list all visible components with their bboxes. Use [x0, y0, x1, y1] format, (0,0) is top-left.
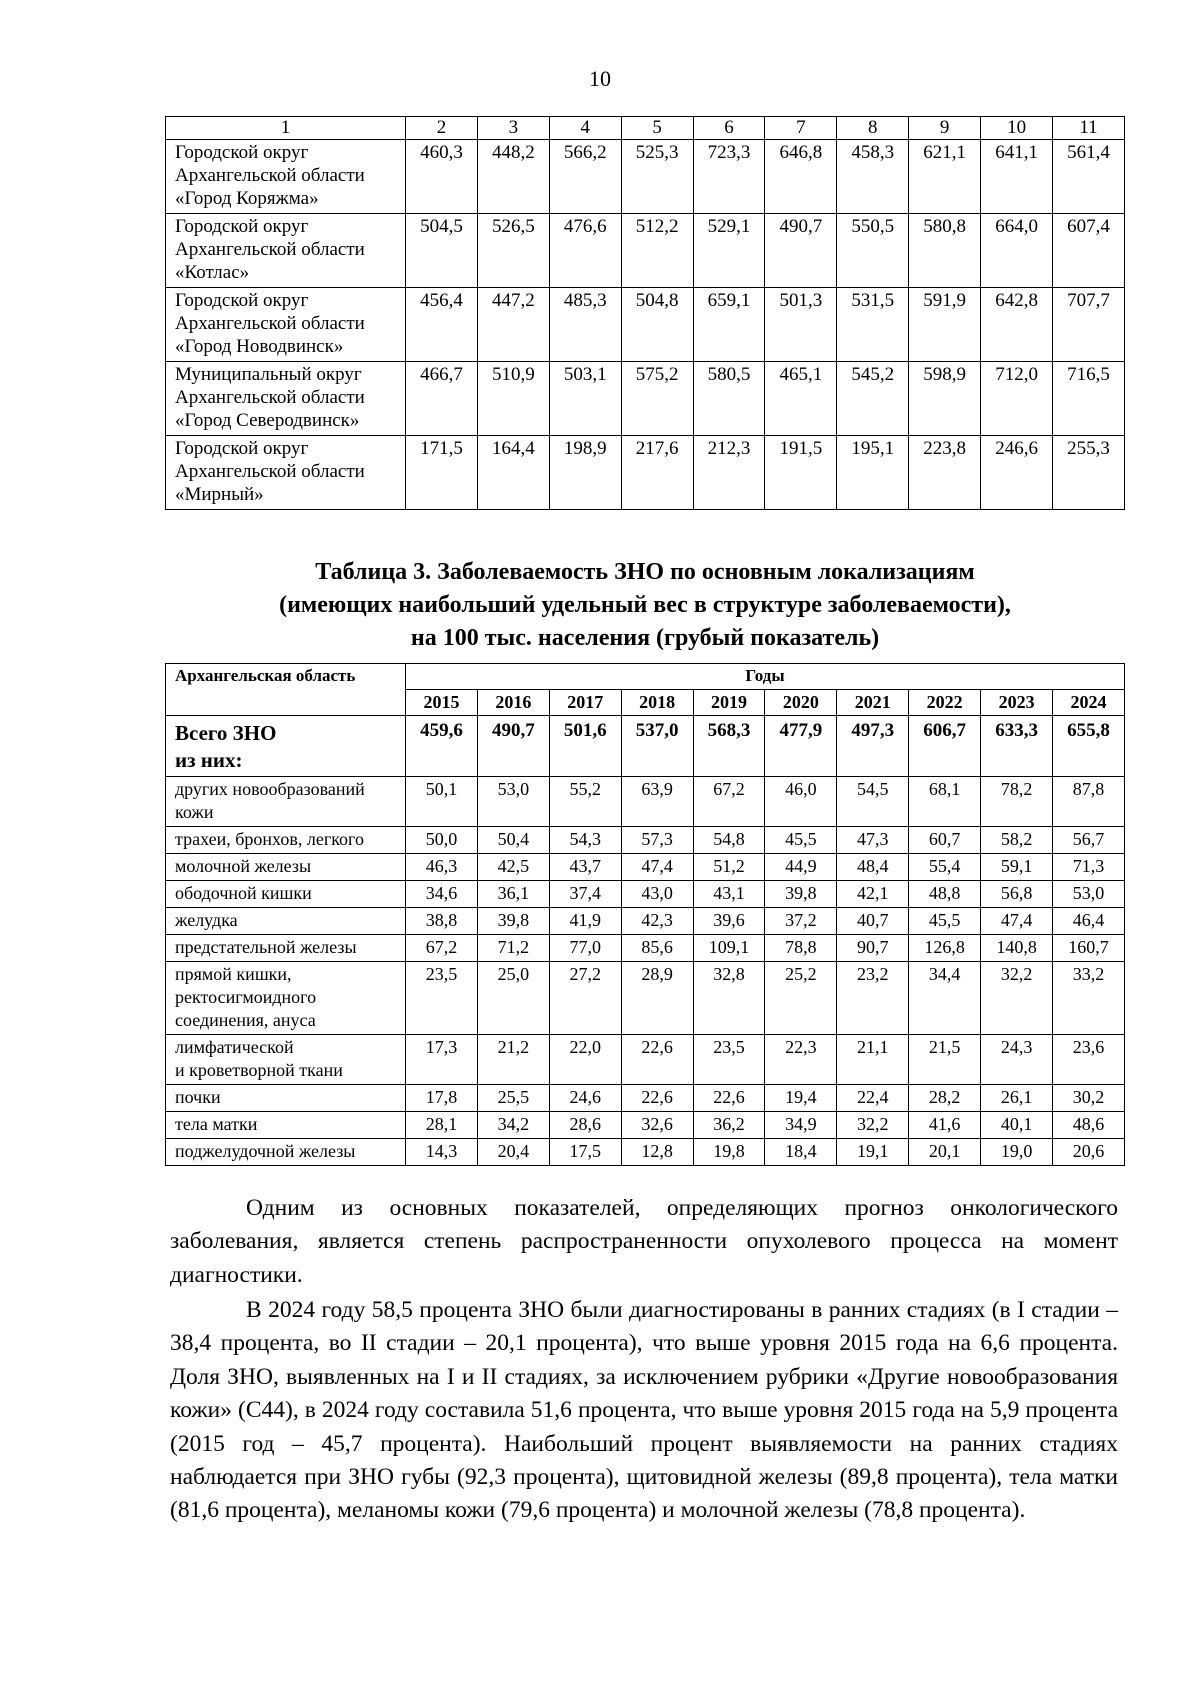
value-cell: 48,6 [1053, 1112, 1125, 1139]
value-cell: 28,1 [406, 1112, 478, 1139]
value-cell: 50,0 [406, 827, 478, 854]
value-cell: 77,0 [549, 935, 621, 962]
value-cell: 55,2 [549, 777, 621, 827]
value-cell: 22,6 [621, 1035, 693, 1085]
value-cell: 164,4 [477, 436, 549, 510]
localization-label-cell-line: других новообразований [175, 779, 365, 799]
value-cell: 42,1 [837, 881, 909, 908]
value-cell: 19,8 [693, 1139, 765, 1166]
value-cell: 526,5 [477, 214, 549, 288]
table-row [166, 1112, 1125, 1139]
value-cell: 607,4 [1053, 214, 1125, 288]
value-cell: 459,6 [406, 716, 478, 777]
value-cell: 503,1 [549, 362, 621, 436]
caption-line: (имеющих наибольший удельный вес в структуре заболеваемости), [279, 592, 1011, 618]
value-cell: 38,8 [406, 908, 478, 935]
value-cell: 45,5 [765, 827, 837, 854]
value-cell: 458,3 [837, 140, 909, 214]
value-cell: 568,3 [693, 716, 765, 777]
value-cell: 41,9 [549, 908, 621, 935]
column-number-cell: 9 [909, 117, 981, 140]
value-cell: 28,2 [909, 1085, 981, 1112]
column-number-cell: 11 [1053, 117, 1125, 140]
localization-label-cell-line: кожи [175, 802, 214, 822]
value-cell: 485,3 [549, 288, 621, 362]
value-cell: 591,9 [909, 288, 981, 362]
localization-label-cell-line: трахеи, бронхов, легкого [175, 829, 364, 849]
paragraph-text: В 2024 году 58,5 процента ЗНО были диагностированы в ранних стадиях (в I стадии – 38,4 процента, во II стадии – 20,1 процента), что выше уровня 2015 года на 6,6 процента. Доля ЗНО, выявленных на I и II стадиях, за исключением рубрики «Другие новообразования кожи» (С44), в 2024 году составила 51,6 процента, что выше уровня 2015 года на 5,9 процента (2015 год – 45,7 процента). Наибольший процент выявляемости на ранних стадиях наблюдается при ЗНО губы (92,3 процента), щитовидной железы (89,8 процента), тела матки (81,6 процента), меланомы кожи (79,6 процента) и молочной железы (78,8 процента). [170, 1297, 1118, 1524]
paragraph-text: Одним из основных показателей, определяющих прогноз онкологического заболевания, является степень распространенности опухолевого процесса на момент диагностики. [170, 1195, 1118, 1288]
localization-label-cell-line: почки [175, 1087, 221, 1107]
district-name-cell [166, 288, 406, 362]
value-cell: 46,3 [406, 854, 478, 881]
table-row [166, 881, 1125, 908]
value-cell: 723,3 [693, 140, 765, 214]
district-name-cell-line: Городской округ [175, 142, 309, 163]
value-cell: 23,5 [406, 962, 478, 1035]
column-number-cell: 3 [477, 117, 549, 140]
value-cell: 32,8 [693, 962, 765, 1035]
value-cell: 43,7 [549, 854, 621, 881]
caption-line: Таблица 3. Заболеваемость ЗНО по основным локализациям [315, 559, 975, 585]
district-name-cell-line: «Город Новодвинск» [175, 336, 344, 357]
value-cell: 566,2 [549, 140, 621, 214]
value-cell: 598,9 [909, 362, 981, 436]
localization-label-cell-line: тела матки [175, 1114, 258, 1134]
value-cell: 255,3 [1053, 436, 1125, 510]
value-cell: 30,2 [1053, 1085, 1125, 1112]
row-header-cell: Архангельская область [166, 664, 406, 716]
year-header-cell: 2017 [549, 690, 621, 716]
localization-label-cell-line: и кроветворной ткани [175, 1060, 343, 1080]
value-cell: 39,6 [693, 908, 765, 935]
value-cell: 32,6 [621, 1112, 693, 1139]
table-row [166, 288, 1125, 362]
value-cell: 47,4 [981, 908, 1053, 935]
year-header-cell: 2022 [909, 690, 981, 716]
years-header-cell: Годы [406, 664, 1125, 690]
localization-label-cell [166, 827, 406, 854]
value-cell: 48,8 [909, 881, 981, 908]
table3-incidence-by-localization [165, 663, 1125, 1166]
localization-label-cell [166, 777, 406, 827]
value-cell: 19,0 [981, 1139, 1053, 1166]
column-number-cell: 7 [765, 117, 837, 140]
value-cell: 24,6 [549, 1085, 621, 1112]
column-number-cell: 6 [693, 117, 765, 140]
table-row [166, 1035, 1125, 1085]
value-cell: 246,6 [981, 436, 1053, 510]
value-cell: 109,1 [693, 935, 765, 962]
value-cell: 580,8 [909, 214, 981, 288]
year-header-cell: 2015 [406, 690, 478, 716]
localization-label-cell [166, 1112, 406, 1139]
district-name-cell-line: Архангельской области [175, 239, 365, 260]
district-name-cell-line: Городской округ [175, 290, 309, 311]
table-row [166, 777, 1125, 827]
value-cell: 525,3 [621, 140, 693, 214]
value-cell: 25,5 [477, 1085, 549, 1112]
value-cell: 42,3 [621, 908, 693, 935]
localization-label-cell-line: соединения, ануса [175, 1010, 316, 1030]
value-cell: 659,1 [693, 288, 765, 362]
year-header-cell: 2024 [1053, 690, 1125, 716]
table-district-incidence [165, 116, 1125, 510]
year-header-cell: 2016 [477, 690, 549, 716]
table-row [166, 214, 1125, 288]
value-cell: 460,3 [406, 140, 478, 214]
value-cell: 25,2 [765, 962, 837, 1035]
localization-label-cell [166, 854, 406, 881]
value-cell: 54,3 [549, 827, 621, 854]
page-number: 10 [589, 66, 611, 91]
value-cell: 537,0 [621, 716, 693, 777]
value-cell: 71,3 [1053, 854, 1125, 881]
value-cell: 55,4 [909, 854, 981, 881]
value-cell: 646,8 [765, 140, 837, 214]
value-cell: 456,4 [406, 288, 478, 362]
value-cell: 655,8 [1053, 716, 1125, 777]
localization-label-cell-line: лимфатической [175, 1037, 294, 1057]
value-cell: 33,2 [1053, 962, 1125, 1035]
value-cell: 19,1 [837, 1139, 909, 1166]
localization-label-cell-line: желудка [175, 910, 238, 930]
value-cell: 561,4 [1053, 140, 1125, 214]
value-cell: 50,4 [477, 827, 549, 854]
value-cell: 504,8 [621, 288, 693, 362]
column-number-cell: 5 [621, 117, 693, 140]
value-cell: 490,7 [477, 716, 549, 777]
column-number-cell: 10 [981, 117, 1053, 140]
value-cell: 37,2 [765, 908, 837, 935]
caption-line: на 100 тыс. населения (грубый показатель) [410, 625, 880, 651]
value-cell: 126,8 [909, 935, 981, 962]
localization-label-cell-line: из них: [175, 748, 243, 772]
value-cell: 28,9 [621, 962, 693, 1035]
value-cell: 716,5 [1053, 362, 1125, 436]
value-cell: 46,4 [1053, 908, 1125, 935]
value-cell: 57,3 [621, 827, 693, 854]
value-cell: 497,3 [837, 716, 909, 777]
value-cell: 34,9 [765, 1112, 837, 1139]
value-cell: 22,0 [549, 1035, 621, 1085]
localization-label-cell [166, 1139, 406, 1166]
table-row [166, 362, 1125, 436]
localization-label-cell-line: молочной железы [175, 856, 312, 876]
value-cell: 198,9 [549, 436, 621, 510]
district-name-cell-line: Архангельской области [175, 461, 365, 482]
value-cell: 575,2 [621, 362, 693, 436]
district-name-cell-line: Муниципальный округ [175, 364, 362, 385]
value-cell: 510,9 [477, 362, 549, 436]
value-cell: 19,4 [765, 1085, 837, 1112]
localization-label-cell-line: ободочной кишки [175, 883, 312, 903]
localization-label-cell-line: предстательной железы [175, 937, 357, 957]
value-cell: 217,6 [621, 436, 693, 510]
district-name-cell-line: Архангельской области [175, 313, 365, 334]
value-cell: 78,2 [981, 777, 1053, 827]
value-cell: 22,4 [837, 1085, 909, 1112]
table-row [166, 1139, 1125, 1166]
table-row [166, 436, 1125, 510]
value-cell: 20,4 [477, 1139, 549, 1166]
year-header-cell: 2021 [837, 690, 909, 716]
value-cell: 531,5 [837, 288, 909, 362]
value-cell: 85,6 [621, 935, 693, 962]
column-number-row [166, 117, 1125, 140]
value-cell: 28,6 [549, 1112, 621, 1139]
value-cell: 21,1 [837, 1035, 909, 1085]
column-number-cell: 1 [166, 117, 406, 140]
district-name-cell-line: Городской округ [175, 216, 309, 237]
value-cell: 140,8 [981, 935, 1053, 962]
value-cell: 17,8 [406, 1085, 478, 1112]
district-name-cell-line: «Город Северодвинск» [175, 410, 360, 431]
value-cell: 23,5 [693, 1035, 765, 1085]
value-cell: 23,6 [1053, 1035, 1125, 1085]
table-header-row [166, 664, 1125, 690]
value-cell: 40,1 [981, 1112, 1053, 1139]
value-cell: 621,1 [909, 140, 981, 214]
localization-label-cell [166, 908, 406, 935]
value-cell: 448,2 [477, 140, 549, 214]
value-cell: 56,7 [1053, 827, 1125, 854]
value-cell: 43,0 [621, 881, 693, 908]
value-cell: 51,2 [693, 854, 765, 881]
year-header-cell: 2023 [981, 690, 1053, 716]
localization-label-cell-line: Всего ЗНО [175, 721, 277, 745]
table-row [166, 962, 1125, 1035]
value-cell: 12,8 [621, 1139, 693, 1166]
value-cell: 20,6 [1053, 1139, 1125, 1166]
value-cell: 47,4 [621, 854, 693, 881]
localization-label-cell [166, 962, 406, 1035]
district-name-cell-line: «Город Коряжма» [175, 188, 319, 209]
district-name-cell-line: Архангельской области [175, 165, 365, 186]
value-cell: 50,1 [406, 777, 478, 827]
value-cell: 34,2 [477, 1112, 549, 1139]
value-cell: 14,3 [406, 1139, 478, 1166]
value-cell: 25,0 [477, 962, 549, 1035]
value-cell: 54,5 [837, 777, 909, 827]
value-cell: 664,0 [981, 214, 1053, 288]
value-cell: 223,8 [909, 436, 981, 510]
value-cell: 212,3 [693, 436, 765, 510]
value-cell: 34,6 [406, 881, 478, 908]
value-cell: 512,2 [621, 214, 693, 288]
value-cell: 54,8 [693, 827, 765, 854]
value-cell: 60,7 [909, 827, 981, 854]
value-cell: 40,7 [837, 908, 909, 935]
value-cell: 447,2 [477, 288, 549, 362]
value-cell: 41,6 [909, 1112, 981, 1139]
value-cell: 45,5 [909, 908, 981, 935]
value-cell: 606,7 [909, 716, 981, 777]
value-cell: 36,2 [693, 1112, 765, 1139]
value-cell: 22,6 [621, 1085, 693, 1112]
value-cell: 63,9 [621, 777, 693, 827]
value-cell: 68,1 [909, 777, 981, 827]
value-cell: 42,5 [477, 854, 549, 881]
year-header-cell: 2018 [621, 690, 693, 716]
table-row [166, 140, 1125, 214]
value-cell: 21,2 [477, 1035, 549, 1085]
value-cell: 46,0 [765, 777, 837, 827]
value-cell: 71,2 [477, 935, 549, 962]
table-row [166, 908, 1125, 935]
value-cell: 501,3 [765, 288, 837, 362]
value-cell: 707,7 [1053, 288, 1125, 362]
value-cell: 20,1 [909, 1139, 981, 1166]
value-cell: 59,1 [981, 854, 1053, 881]
value-cell: 47,3 [837, 827, 909, 854]
table-row [166, 935, 1125, 962]
value-cell: 465,1 [765, 362, 837, 436]
value-cell: 22,6 [693, 1085, 765, 1112]
value-cell: 466,7 [406, 362, 478, 436]
value-cell: 23,2 [837, 962, 909, 1035]
value-cell: 712,0 [981, 362, 1053, 436]
paragraph-1 [170, 1192, 1118, 1292]
value-cell: 22,3 [765, 1035, 837, 1085]
value-cell: 529,1 [693, 214, 765, 288]
total-row [166, 716, 1125, 777]
localization-label-cell [166, 1035, 406, 1085]
value-cell: 17,5 [549, 1139, 621, 1166]
value-cell: 490,7 [765, 214, 837, 288]
value-cell: 26,1 [981, 1085, 1053, 1112]
value-cell: 58,2 [981, 827, 1053, 854]
district-name-cell [166, 214, 406, 288]
value-cell: 641,1 [981, 140, 1053, 214]
value-cell: 37,4 [549, 881, 621, 908]
value-cell: 171,5 [406, 436, 478, 510]
column-number-cell: 4 [549, 117, 621, 140]
value-cell: 580,5 [693, 362, 765, 436]
value-cell: 477,9 [765, 716, 837, 777]
value-cell: 501,6 [549, 716, 621, 777]
value-cell: 27,2 [549, 962, 621, 1035]
value-cell: 32,2 [837, 1112, 909, 1139]
value-cell: 44,9 [765, 854, 837, 881]
localization-label-cell [166, 935, 406, 962]
value-cell: 17,3 [406, 1035, 478, 1085]
value-cell: 18,4 [765, 1139, 837, 1166]
district-name-cell [166, 140, 406, 214]
year-header-cell: 2019 [693, 690, 765, 716]
table3-caption [165, 556, 1125, 655]
value-cell: 195,1 [837, 436, 909, 510]
value-cell: 160,7 [1053, 935, 1125, 962]
value-cell: 633,3 [981, 716, 1053, 777]
district-name-cell-line: Архангельской области [175, 387, 365, 408]
localization-label-cell-line: поджелудочной железы [175, 1141, 356, 1161]
localization-label-cell [166, 1085, 406, 1112]
paragraph-2 [170, 1294, 1118, 1528]
value-cell: 36,1 [477, 881, 549, 908]
table-row [166, 827, 1125, 854]
value-cell: 21,5 [909, 1035, 981, 1085]
value-cell: 642,8 [981, 288, 1053, 362]
value-cell: 90,7 [837, 935, 909, 962]
localization-label-cell [166, 716, 406, 777]
value-cell: 24,3 [981, 1035, 1053, 1085]
value-cell: 39,8 [477, 908, 549, 935]
district-name-cell-line: «Мирный» [175, 484, 264, 505]
column-number-cell: 8 [837, 117, 909, 140]
value-cell: 56,8 [981, 881, 1053, 908]
localization-label-cell-line: прямой кишки, [175, 964, 292, 984]
district-name-cell-line: «Котлас» [175, 262, 250, 283]
value-cell: 67,2 [693, 777, 765, 827]
value-cell: 32,2 [981, 962, 1053, 1035]
value-cell: 48,4 [837, 854, 909, 881]
district-name-cell-line: Городской округ [175, 438, 309, 459]
value-cell: 545,2 [837, 362, 909, 436]
district-name-cell [166, 362, 406, 436]
table-row [166, 854, 1125, 881]
value-cell: 53,0 [477, 777, 549, 827]
district-name-cell [166, 436, 406, 510]
localization-label-cell [166, 881, 406, 908]
value-cell: 78,8 [765, 935, 837, 962]
value-cell: 476,6 [549, 214, 621, 288]
column-number-cell: 2 [406, 117, 478, 140]
value-cell: 87,8 [1053, 777, 1125, 827]
localization-label-cell-line: ректосигмоидного [175, 987, 317, 1007]
value-cell: 550,5 [837, 214, 909, 288]
value-cell: 504,5 [406, 214, 478, 288]
value-cell: 53,0 [1053, 881, 1125, 908]
value-cell: 67,2 [406, 935, 478, 962]
value-cell: 39,8 [765, 881, 837, 908]
year-header-cell: 2020 [765, 690, 837, 716]
table-row [166, 1085, 1125, 1112]
value-cell: 34,4 [909, 962, 981, 1035]
value-cell: 43,1 [693, 881, 765, 908]
value-cell: 191,5 [765, 436, 837, 510]
